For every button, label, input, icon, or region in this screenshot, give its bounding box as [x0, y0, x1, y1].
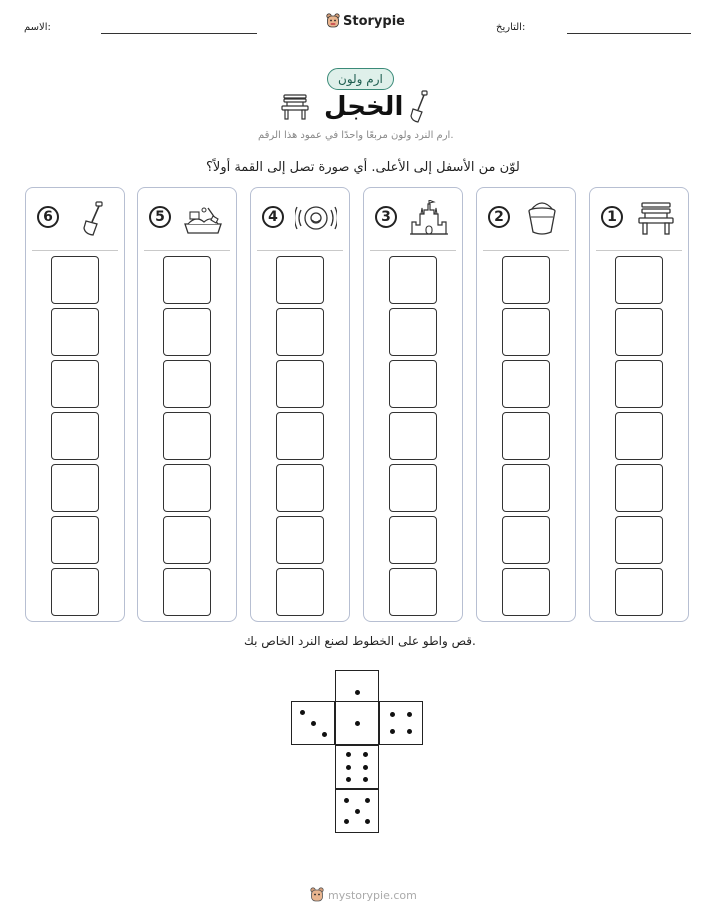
footer-url[interactable]: mystorypie.com — [328, 888, 417, 902]
dice-face-3 — [291, 701, 335, 745]
dice-pip — [390, 712, 395, 717]
dice-pip — [346, 777, 351, 782]
color-box[interactable] — [51, 516, 99, 564]
dice-pip — [344, 819, 349, 824]
name-line[interactable] — [101, 33, 257, 34]
column-divider — [32, 250, 118, 251]
dice-pip — [363, 765, 368, 770]
dice-face-4 — [379, 701, 423, 745]
column-number: 4 — [262, 206, 284, 228]
color-box[interactable] — [389, 308, 437, 356]
color-box[interactable] — [502, 516, 550, 564]
column-number: 1 — [601, 206, 623, 228]
dice-pip — [346, 765, 351, 770]
color-box[interactable] — [502, 308, 550, 356]
dice-pip — [344, 798, 349, 803]
color-box[interactable] — [163, 308, 211, 356]
color-box[interactable] — [276, 308, 324, 356]
sandcastle-icon — [408, 200, 450, 236]
color-box[interactable] — [163, 256, 211, 304]
shovel-icon — [408, 90, 430, 124]
bucket-icon — [521, 200, 563, 236]
color-box[interactable] — [276, 568, 324, 616]
color-box[interactable] — [51, 256, 99, 304]
color-box[interactable] — [163, 516, 211, 564]
brand-name: Storypie — [343, 13, 405, 29]
color-box[interactable] — [615, 256, 663, 304]
color-box[interactable] — [276, 464, 324, 512]
worksheet-instruction: لوّن من الأسفل إلى الأعلى. أي صورة تصل إلى القمة أولاً؟ — [206, 160, 520, 175]
color-box[interactable] — [389, 464, 437, 512]
dice-face-6 — [335, 745, 379, 789]
column-6 — [25, 187, 125, 622]
dice-pip — [300, 710, 305, 715]
color-box[interactable] — [51, 308, 99, 356]
cut-instruction: قص واطو على الخطوط لصنع النرد الخاص بك. — [244, 634, 476, 648]
color-box[interactable] — [51, 568, 99, 616]
color-box[interactable] — [389, 360, 437, 408]
worksheet-subtitle: ارم النرد ولون مربعًا واحدًا في عمود هذا الرقم. — [258, 130, 454, 141]
color-box[interactable] — [389, 568, 437, 616]
bench-icon — [634, 200, 676, 236]
column-3 — [363, 187, 463, 622]
color-box[interactable] — [502, 568, 550, 616]
color-box[interactable] — [51, 412, 99, 460]
color-box[interactable] — [51, 360, 99, 408]
dice-pip — [365, 819, 370, 824]
color-box[interactable] — [276, 516, 324, 564]
color-box[interactable] — [615, 412, 663, 460]
storypie-mascot-icon — [310, 887, 324, 903]
column-divider — [257, 250, 343, 251]
dice-pip — [322, 732, 327, 737]
dice-pip — [363, 777, 368, 782]
column-2 — [476, 187, 576, 622]
color-box[interactable] — [389, 256, 437, 304]
color-box[interactable] — [615, 464, 663, 512]
worksheet-title: الخجل — [324, 92, 404, 122]
dice-face-1 — [335, 701, 379, 745]
color-box[interactable] — [163, 464, 211, 512]
color-box[interactable] — [615, 516, 663, 564]
color-box[interactable] — [276, 256, 324, 304]
swim-ring-icon — [295, 200, 337, 236]
storypie-mascot-icon — [326, 13, 340, 29]
dice-pip — [363, 752, 368, 757]
column-divider — [370, 250, 456, 251]
dice-pip — [311, 721, 316, 726]
column-5 — [137, 187, 237, 622]
date-line[interactable] — [567, 33, 691, 34]
dice-pip — [407, 712, 412, 717]
column-divider — [144, 250, 230, 251]
activity-tag: ارم ولون — [327, 68, 394, 90]
color-box[interactable] — [615, 308, 663, 356]
color-box[interactable] — [163, 412, 211, 460]
color-box[interactable] — [615, 568, 663, 616]
column-1 — [589, 187, 689, 622]
column-number: 6 — [37, 206, 59, 228]
color-box[interactable] — [389, 516, 437, 564]
dice-pip — [365, 798, 370, 803]
color-box[interactable] — [502, 256, 550, 304]
dice-pip — [407, 729, 412, 734]
column-number: 2 — [488, 206, 510, 228]
color-box[interactable] — [276, 412, 324, 460]
color-box[interactable] — [389, 412, 437, 460]
column-number: 3 — [375, 206, 397, 228]
date-label: التاريخ: — [496, 22, 526, 33]
column-divider — [596, 250, 682, 251]
color-box[interactable] — [163, 360, 211, 408]
color-box[interactable] — [276, 360, 324, 408]
dice-pip — [355, 721, 360, 726]
sandbox-icon — [182, 200, 224, 236]
footer — [310, 887, 417, 903]
color-box[interactable] — [51, 464, 99, 512]
column-4 — [250, 187, 350, 622]
dice-pip — [346, 752, 351, 757]
dice-face-5 — [335, 789, 379, 833]
color-box[interactable] — [615, 360, 663, 408]
bench-icon — [280, 93, 310, 121]
name-label: الاسم: — [24, 22, 51, 33]
column-number: 5 — [149, 206, 171, 228]
dice-pip — [355, 809, 360, 814]
color-box[interactable] — [163, 568, 211, 616]
color-box[interactable] — [502, 412, 550, 460]
column-divider — [483, 250, 569, 251]
shovel-icon — [70, 200, 112, 236]
color-box[interactable] — [502, 360, 550, 408]
dice-pip — [390, 729, 395, 734]
brand-logo — [326, 13, 405, 29]
dice-pip — [355, 690, 360, 695]
color-box[interactable] — [502, 464, 550, 512]
